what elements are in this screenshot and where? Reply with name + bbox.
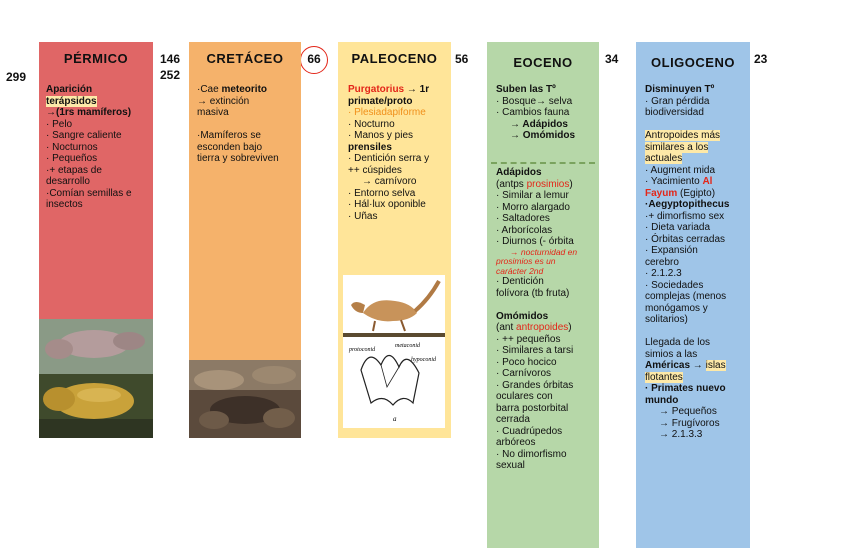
text-line: antropoides — [516, 322, 569, 333]
time-23: 23 — [754, 52, 768, 66]
text-line: · Entorno selva — [348, 187, 416, 199]
text-line: Fayum — [645, 187, 678, 199]
text-line: · Cambios fauna — [496, 107, 570, 118]
time-66: 66 — [300, 46, 328, 74]
text-line: tierra y sobreviven — [197, 153, 279, 164]
text-line: · Dentición — [496, 276, 544, 287]
text-line: Aparición — [46, 84, 93, 95]
text-line: flotantes — [645, 371, 683, 383]
text-line: prosimios — [526, 178, 570, 190]
text-line: · No dimorfismo — [496, 448, 567, 460]
text-line: cerebro — [645, 256, 679, 268]
text-line: prensiles — [348, 141, 392, 153]
text-line: Américas — [645, 360, 691, 371]
text-line: ·Comían semillas e — [46, 187, 132, 199]
text-line: meteorito — [221, 84, 268, 95]
text-line: Suben las Tº — [496, 84, 556, 95]
text-line: esconden bajo — [197, 141, 263, 153]
text-line: ·Aegyptopithecus — [645, 199, 730, 210]
time-34: 34 — [605, 52, 619, 66]
text-line: · Similares a tarsi — [496, 345, 574, 356]
text-line: · Gran pérdida — [645, 95, 710, 107]
text-line: · Uñas — [348, 210, 378, 222]
text-line: Purgatorius — [348, 84, 405, 95]
column-permico — [39, 42, 153, 438]
text-line: mundo — [645, 394, 679, 406]
column-eoceno — [487, 42, 599, 548]
text-line: · Carnívoros — [496, 368, 552, 379]
text-line: islas — [705, 360, 726, 371]
column-oligoceno — [636, 42, 750, 548]
text-line: folívora (tb fruta) — [496, 287, 570, 299]
text-line: primate/proto — [348, 95, 413, 107]
text-line: → Pequeños — [659, 406, 717, 417]
text-line: Al — [702, 176, 713, 187]
text-line: · Poco hocico — [496, 356, 557, 368]
text-line: ) — [569, 178, 573, 190]
text-line: · Dentición serra y — [348, 153, 430, 164]
text-line: · Dieta variada — [645, 222, 711, 233]
text-line: arbóreos — [496, 437, 536, 448]
text-line: Llegada de los — [645, 337, 711, 348]
column-title: PALEOCENO — [351, 51, 438, 66]
time-299: 299 — [6, 70, 27, 84]
text-line: Antropoides más — [645, 130, 721, 141]
text-line: ) — [568, 322, 572, 333]
text-line: → 1r — [404, 84, 430, 95]
text-line: · Yacimiento — [645, 176, 703, 187]
text-line: · Grandes órbitas — [496, 379, 574, 391]
text-line: · Arborícolas — [496, 224, 553, 236]
text-line: simios a las — [645, 348, 698, 360]
figure-label: metaconid — [395, 343, 420, 349]
text-line: Omómidos — [496, 310, 549, 322]
text-line: ·Cae — [197, 84, 222, 95]
column-title: PÉRMICO — [63, 51, 129, 66]
text-line: · Pequeños — [46, 153, 98, 164]
text-line: carácter 2nd — [496, 265, 544, 276]
purgatorius-illustration — [343, 275, 445, 428]
column-title: OLIGOCENO — [651, 55, 735, 70]
text-line: desarrollo — [46, 176, 90, 187]
text-line: · Saltadores — [496, 213, 550, 224]
text-line: → Adápidos — [510, 118, 568, 130]
text-line: · Plesiadapiforme — [348, 107, 426, 118]
text-line: solitarios) — [645, 314, 688, 325]
text-line: · Sociedades — [645, 279, 704, 291]
text-line: · Sangre caliente — [46, 130, 122, 141]
text-line: ++ cúspides — [348, 164, 402, 176]
text-line: oculares con — [496, 391, 553, 402]
text-line: · 2.1.2.3 — [645, 268, 682, 279]
text-line: → Omómidos — [510, 130, 576, 141]
text-line: · Nocturno — [348, 118, 395, 130]
text-line: complejas (menos — [645, 291, 727, 302]
divider — [491, 162, 595, 164]
text-line: (Egipto) — [677, 187, 716, 199]
text-line: → 2.1.3.3 — [659, 429, 703, 440]
text-line: · Hál·lux oponible — [348, 199, 426, 210]
text-line: masiva — [197, 107, 229, 118]
text-line: prosimios es un — [496, 256, 556, 266]
time-56: 56 — [455, 52, 469, 66]
column-title: EOCENO — [513, 55, 573, 70]
text-line: actuales — [645, 153, 683, 164]
text-line: ·Mamíferos se — [197, 130, 261, 141]
text-line: ·+ dimorfismo sex — [645, 210, 725, 222]
text-line: → carnívoro — [362, 176, 417, 187]
text-line: · Similar a lemur — [496, 190, 569, 201]
text-line: monógamos y — [645, 302, 708, 314]
text-line: → extinción — [197, 95, 250, 107]
text-line: (ant — [496, 322, 517, 333]
text-line: Adápidos — [496, 167, 542, 178]
text-line: insectos — [46, 199, 83, 210]
figure-label: a — [393, 415, 397, 423]
text-line: · Manos y pies — [348, 130, 414, 141]
text-line: · Órbitas cerradas — [645, 233, 726, 245]
text-line: · ++ pequeños — [496, 333, 561, 345]
text-line: · Bosque→ selva — [496, 95, 573, 107]
column-cretaceo — [189, 42, 301, 438]
text-line: → — [690, 360, 706, 371]
text-line: · Expansión — [645, 245, 698, 256]
text-line: · Diurnos (- órbita — [496, 236, 574, 247]
column-paleoceno — [338, 42, 451, 438]
text-line: sexual — [496, 460, 525, 471]
text-line: ·+ etapas de — [46, 164, 102, 176]
meteorite-illustration — [189, 360, 301, 438]
column-title: CRETÁCEO — [206, 51, 284, 66]
text-line: →(1rs mamíferos) — [46, 107, 132, 118]
text-line: · Cuadrúpedos — [496, 425, 563, 437]
text-line: · Primates nuevo — [645, 383, 726, 394]
text-line: · Pelo — [46, 118, 73, 130]
text-line: (antps — [496, 178, 527, 190]
figure-label: hypoconid — [411, 357, 436, 363]
text-line: · Nocturnos — [46, 141, 98, 153]
text-line: terápsidos — [46, 95, 97, 107]
text-line: · Morro alargado — [496, 201, 570, 213]
time-146: 146 — [160, 52, 181, 66]
text-line: similares a los — [645, 141, 709, 153]
time-252: 252 — [160, 68, 181, 82]
text-line: → nocturnidad en — [510, 246, 578, 257]
figure-label: protoconid — [349, 347, 376, 353]
therapsid-illustration — [39, 319, 153, 438]
text-line: biodiversidad — [645, 107, 704, 118]
text-line: → Frugívoros — [659, 417, 720, 429]
text-line: cerrada — [496, 414, 530, 425]
text-line: Disminuyen Tº — [645, 84, 715, 95]
text-line: · Augment mida — [645, 164, 716, 176]
text-line: barra postorbital — [496, 402, 569, 414]
